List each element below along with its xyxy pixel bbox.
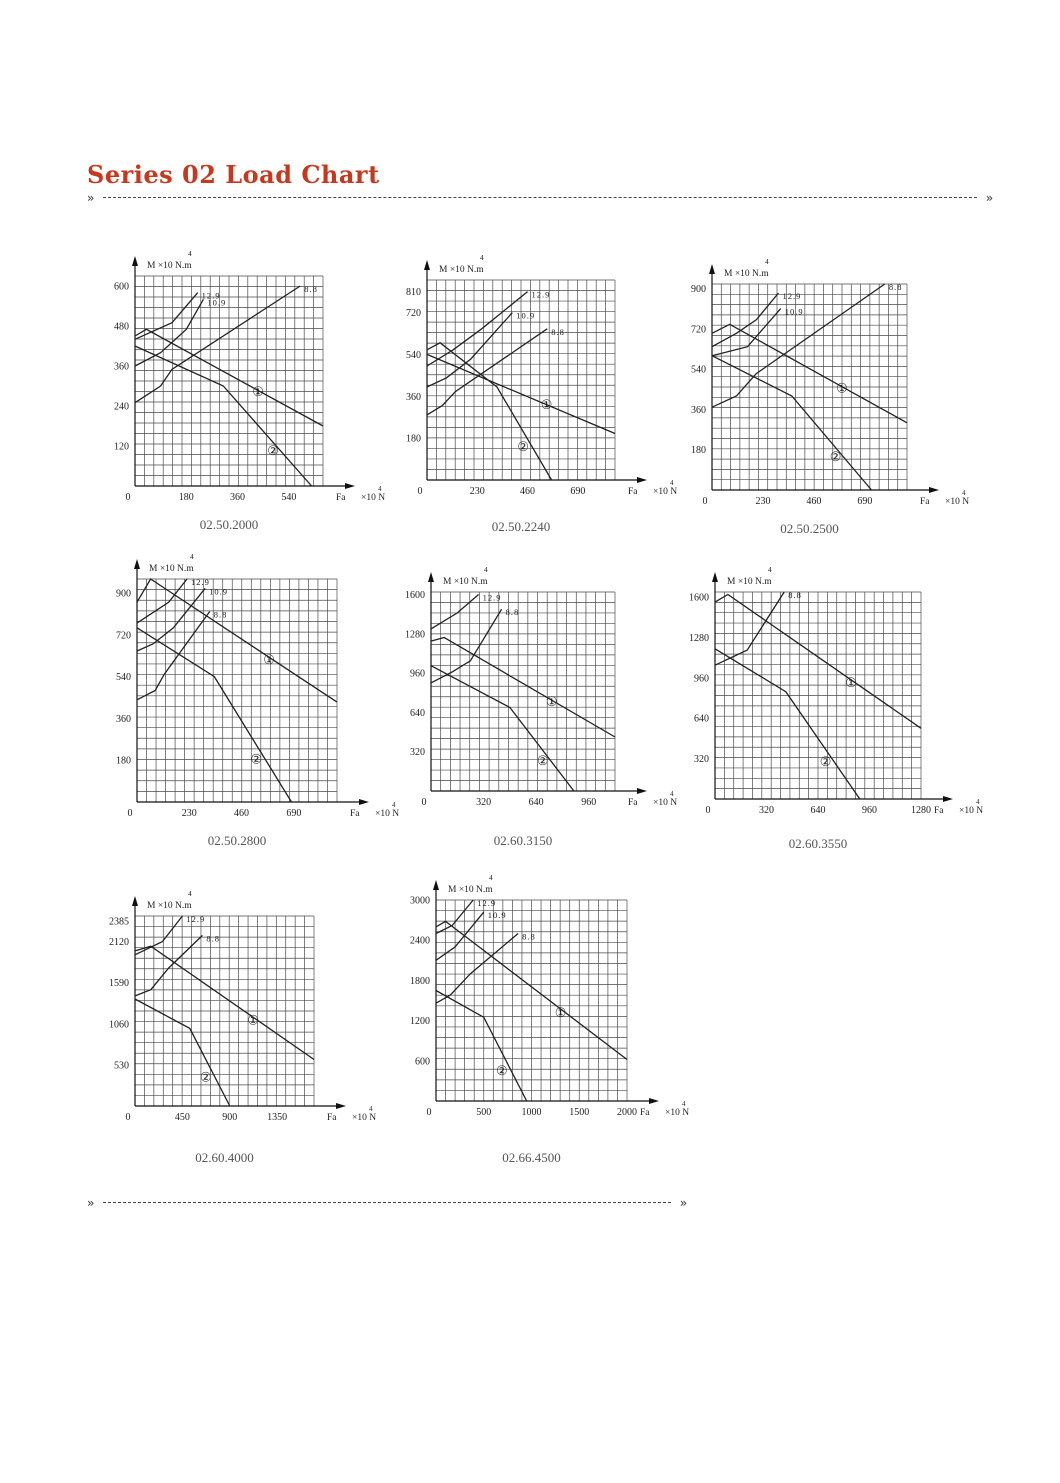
y-tick-label: 640 [694, 713, 709, 725]
series-label-12.9: 12.9 [191, 577, 210, 587]
y-tick-label: 240 [114, 401, 129, 413]
y-tick-label: 540 [691, 364, 706, 376]
y-tick-label: 640 [410, 707, 425, 719]
y-tick-label: 600 [114, 281, 129, 293]
origin-tick-label: 0 [125, 1112, 131, 1123]
chart-02.60.3150 [405, 565, 677, 848]
y-tick-label: 1600 [405, 589, 425, 601]
chart-02.66.4500 [410, 873, 689, 1165]
y-tick-label: 900 [116, 588, 131, 600]
y-axis-arrow [132, 256, 138, 266]
x-axis-title: Fa [934, 806, 944, 816]
origin-tick-label: 0 [702, 496, 708, 507]
y-tick-label: 3000 [410, 895, 430, 907]
chart-02.50.2000 [114, 249, 385, 532]
series-label-10.9: 10.9 [209, 586, 229, 597]
x-axis-unit: ×10 N [352, 1113, 377, 1123]
origin-tick-label: 0 [426, 1107, 432, 1118]
y-tick-label: 320 [410, 747, 425, 759]
series-label-1: ① [263, 652, 275, 668]
x-axis-unit-exponent: 4 [378, 485, 382, 493]
series-label-8.8: 8.8 [304, 284, 318, 294]
y-axis-exponent: 4 [765, 257, 769, 266]
x-axis-unit: ×10 N [653, 487, 678, 497]
chart-02.50.2240 [406, 253, 677, 534]
series-label-8.8: 8.8 [206, 933, 221, 944]
x-axis-unit: ×10 N [665, 1108, 690, 1118]
series-line-10.9 [137, 588, 205, 651]
y-axis-exponent: 4 [768, 565, 772, 574]
chart-caption: 02.50.2800 [207, 833, 267, 848]
series-line-8.8 [137, 612, 210, 700]
y-tick-label: 2400 [410, 935, 430, 947]
series-label-2: ② [829, 448, 842, 464]
divider-arrow-right: » [985, 191, 993, 205]
origin-tick-label: 0 [705, 805, 711, 816]
x-tick-label: 230 [755, 496, 771, 507]
x-tick-label: 230 [469, 486, 485, 497]
x-axis-arrow [637, 477, 647, 483]
x-tick-label: 540 [281, 492, 297, 503]
y-tick-label: 480 [114, 321, 129, 333]
series-label-8.8: 8.8 [788, 590, 802, 600]
y-axis-arrow [132, 896, 138, 906]
x-tick-label: 690 [286, 808, 302, 819]
y-tick-label: 960 [694, 673, 709, 685]
series-label-12.9: 12.9 [531, 289, 551, 300]
x-tick-label: 690 [857, 496, 873, 507]
x-tick-label: 460 [234, 808, 250, 819]
y-tick-label: 120 [114, 441, 129, 453]
series-line-8.8 [436, 934, 518, 1004]
series-label-2: ② [819, 753, 832, 769]
x-tick-label: 960 [862, 805, 877, 816]
chart-02.60.3550 [689, 565, 983, 851]
x-axis-arrow [359, 799, 369, 805]
y-tick-label: 360 [114, 361, 129, 373]
series-label-12.9: 12.9 [477, 898, 497, 908]
x-tick-label: 320 [476, 797, 492, 808]
chart-caption: 02.60.4000 [195, 1150, 254, 1165]
series-label-1: ① [247, 1012, 259, 1028]
y-tick-label: 600 [415, 1056, 430, 1068]
y-axis-arrow [428, 572, 434, 582]
y-tick-label: 320 [694, 754, 709, 766]
origin-tick-label: 0 [417, 486, 423, 497]
y-tick-label: 360 [691, 404, 706, 416]
y-axis-exponent: 4 [480, 253, 484, 262]
divider-dashes [103, 1202, 671, 1203]
series-label-2: ② [496, 1062, 508, 1078]
y-tick-label: 960 [410, 668, 425, 680]
chart-02.50.2800 [116, 552, 399, 848]
y-axis-title: M ×10 N.m [149, 564, 194, 574]
y-axis-title: M ×10 N.m [724, 269, 769, 279]
y-tick-label: 1800 [410, 975, 430, 987]
chart-02.60.4000 [109, 889, 376, 1165]
series-line-① [712, 324, 907, 423]
series-label-8.8: 8.8 [213, 609, 228, 620]
x-tick-label: 2000 [617, 1107, 637, 1118]
x-tick-label: 180 [178, 492, 194, 503]
y-axis-exponent: 4 [190, 552, 194, 561]
y-tick-label: 1280 [689, 632, 709, 644]
x-axis-arrow [345, 483, 355, 489]
series-label-2: ② [517, 439, 530, 455]
x-axis-title: Fa [327, 1113, 337, 1123]
x-tick-label: 900 [222, 1112, 238, 1123]
y-axis-title: M ×10 N.m [147, 901, 192, 911]
x-axis-title: Fa [336, 493, 346, 503]
series-line-8.8 [135, 935, 202, 996]
series-label-1: ① [540, 396, 553, 412]
x-tick-label: 460 [806, 496, 822, 507]
y-axis-exponent: 4 [484, 565, 488, 574]
y-tick-label: 1060 [109, 1019, 129, 1031]
x-tick-label: 1500 [569, 1107, 590, 1118]
chart-caption: 02.60.3550 [788, 836, 848, 851]
y-axis-exponent: 4 [188, 249, 192, 258]
series-label-12.9: 12.9 [782, 290, 802, 301]
y-axis-arrow [134, 559, 140, 569]
series-line-12.9 [712, 293, 779, 347]
chart-02.50.2500 [691, 257, 969, 536]
y-tick-label: 540 [116, 672, 131, 684]
x-tick-label: 960 [581, 797, 597, 808]
y-axis-exponent: 4 [188, 889, 192, 898]
y-tick-label: 180 [406, 433, 421, 445]
y-tick-label: 1600 [689, 592, 709, 604]
x-axis-unit: ×10 N [361, 493, 386, 503]
series-label-8.8: 8.8 [522, 931, 536, 942]
x-axis-arrow [943, 796, 953, 802]
x-axis-unit-exponent: 4 [976, 798, 980, 806]
x-tick-label: 360 [230, 492, 246, 503]
series-label-1: ① [845, 675, 857, 691]
series-label-2: ② [536, 752, 549, 768]
x-tick-label: 500 [476, 1107, 492, 1118]
y-axis-title: M ×10 N.m [439, 265, 484, 275]
y-axis-arrow [433, 880, 439, 890]
y-tick-label: 360 [116, 713, 131, 725]
y-axis-title: M ×10 N.m [448, 885, 493, 895]
y-axis-arrow [712, 572, 718, 582]
x-axis-arrow [929, 487, 939, 493]
series-label-1: ① [554, 1005, 567, 1021]
series-label-12.9: 12.9 [201, 290, 221, 301]
x-axis-title: Fa [920, 497, 930, 507]
origin-tick-label: 0 [125, 492, 131, 503]
series-label-12.9: 12.9 [482, 592, 502, 603]
y-axis-exponent: 4 [489, 873, 493, 882]
y-tick-label: 900 [691, 283, 706, 295]
y-tick-label: 720 [406, 308, 421, 320]
y-axis-title: M ×10 N.m [147, 261, 192, 271]
series-label-10.9: 10.9 [784, 306, 804, 317]
y-axis-arrow [709, 264, 715, 274]
y-tick-label: 1200 [410, 1016, 430, 1028]
x-axis-unit-exponent: 4 [682, 1100, 686, 1108]
x-tick-label: 640 [528, 797, 544, 808]
x-tick-label: 1000 [521, 1107, 542, 1118]
y-tick-label: 1280 [405, 629, 425, 641]
divider-arrow-right: » [679, 1196, 687, 1210]
series-label-10.9: 10.9 [516, 310, 536, 321]
origin-tick-label: 0 [421, 797, 427, 808]
y-tick-label: 540 [406, 349, 421, 361]
chart-caption: 02.66.4500 [502, 1150, 561, 1165]
chart-caption: 02.50.2240 [491, 519, 551, 534]
series-label-8.8: 8.8 [888, 282, 903, 292]
y-tick-label: 2385 [109, 916, 129, 928]
x-tick-label: 320 [759, 805, 774, 816]
y-axis-title: M ×10 N.m [727, 577, 772, 587]
series-line-12.9 [427, 292, 528, 366]
x-axis-arrow [649, 1098, 659, 1104]
series-line-12.9 [137, 579, 187, 623]
x-axis-unit-exponent: 4 [670, 790, 674, 798]
x-axis-title: Fa [640, 1108, 650, 1118]
origin-tick-label: 0 [127, 808, 133, 819]
x-axis-title: Fa [628, 798, 638, 808]
x-tick-label: 450 [174, 1112, 190, 1123]
x-tick-label: 460 [520, 486, 536, 497]
x-axis-arrow [637, 788, 647, 794]
divider-arrow-left: » [87, 1196, 95, 1210]
series-label-12.9: 12.9 [186, 914, 206, 924]
x-tick-label: 640 [810, 805, 826, 816]
x-tick-label: 1350 [267, 1112, 288, 1123]
x-tick-label: 230 [181, 808, 197, 819]
y-tick-label: 720 [116, 630, 131, 642]
series-label-10.9: 10.9 [487, 910, 507, 921]
series-line-① [137, 579, 337, 702]
chart-caption: 02.50.2000 [199, 517, 259, 532]
x-axis-title: Fa [628, 487, 638, 497]
y-tick-label: 180 [691, 445, 706, 457]
y-tick-label: 2120 [109, 937, 129, 949]
series-label-8.8: 8.8 [505, 607, 520, 618]
x-axis-unit-exponent: 4 [369, 1105, 373, 1113]
x-tick-label: 1280 [911, 805, 931, 816]
series-label-1: ① [835, 380, 848, 396]
y-axis-title: M ×10 N.m [443, 577, 488, 587]
x-axis-unit-exponent: 4 [392, 801, 396, 809]
series-label-2: ② [267, 443, 279, 458]
x-axis-arrow [336, 1103, 346, 1109]
y-tick-label: 180 [116, 755, 131, 767]
series-line-10.9 [712, 309, 781, 356]
x-axis-unit: ×10 N [653, 798, 678, 808]
series-label-2: ② [199, 1069, 212, 1085]
series-label-1: ① [252, 384, 264, 399]
series-line-② [436, 991, 527, 1102]
series-label-1: ① [545, 694, 558, 710]
series-line-① [431, 638, 615, 738]
x-axis-unit: ×10 N [959, 806, 984, 816]
series-line-10.9 [427, 313, 512, 387]
x-axis-unit-exponent: 4 [962, 489, 966, 497]
y-tick-label: 810 [406, 287, 421, 299]
y-tick-label: 1590 [109, 978, 129, 990]
page-title: Series 02 Load Chart [87, 160, 380, 189]
y-tick-label: 360 [406, 391, 421, 403]
series-label-10.9: 10.9 [207, 297, 227, 308]
series-line-② [712, 356, 872, 490]
chart-caption: 02.50.2500 [780, 521, 839, 536]
x-axis-unit: ×10 N [375, 809, 400, 819]
series-label-2: ② [250, 751, 263, 767]
series-label-8.8: 8.8 [551, 326, 565, 337]
y-axis-arrow [424, 260, 430, 270]
divider-arrow-left: » [87, 191, 95, 205]
chart-caption: 02.60.3150 [493, 833, 553, 848]
x-axis-unit-exponent: 4 [670, 479, 674, 487]
bottom-divider [87, 1196, 687, 1210]
x-axis-title: Fa [350, 809, 360, 819]
x-axis-unit: ×10 N [945, 497, 970, 507]
x-tick-label: 690 [570, 486, 586, 497]
y-tick-label: 530 [114, 1060, 129, 1072]
y-tick-label: 720 [691, 324, 706, 336]
